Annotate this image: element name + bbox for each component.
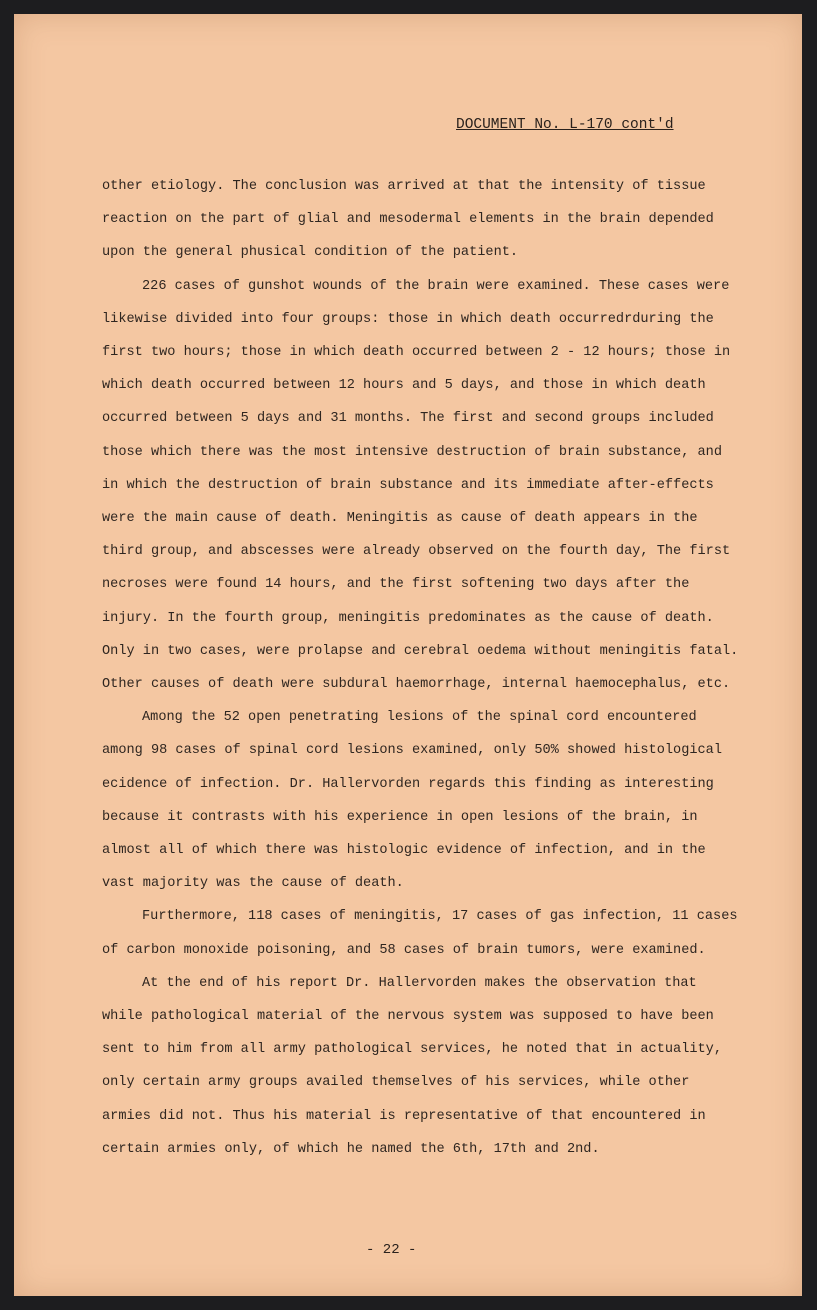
page-number: - 22 - [366, 1242, 417, 1258]
body-text [102, 170, 742, 1166]
paragraph-continuation: other etiology. The conclusion was arrived at that the intensity of tissue reaction on the part of glial and mesodermal elements in the brain depended upon the general phusical condition of the patient. [102, 179, 714, 261]
paragraph-conclusion: At the end of his report Dr. Hallervorden makes the observation that while pathological material of the nervous system was supposed to have been sent to him from all army pathological services, he noted that in actuality, only certain army groups availed themselves of his services, while other armies did not. Thus his material is representative of that encountered in certain armies only, of which he named the 6th, 17th and 2nd. [102, 975, 722, 1157]
document-reference-header: DOCUMENT No. L-170 cont'd [456, 117, 674, 133]
paragraph-other-cases: Furthermore, 118 cases of meningitis, 17 cases of gas infection, 11 cases of carbon monoxide poisoning, and 58 cases of brain tumors, were examined. [102, 909, 738, 958]
paragraph-gunshot-wounds: 226 cases of gunshot wounds of the brain were examined. These cases were likewise divided into four groups: those in which death occurredrduring the first two hours; those in which death occurred between 2 - 12 hours; those in which death occurred between 12 hours and 5 days, and those in which death occurred between 5 days and 31 months. The first and second groups included those which there was the most intensive destruction of brain substance, and in which the destruction of brain substance and its immediate after-effects were the main cause of death. Meningitis as cause of death appears in the third group, and abscesses were already observed on the fourth day, The first necroses were found 14 hours, and the first softening two days after the injury. In the fourth group, meningitis predominates as the cause of death. Only in two cases, were prolapse and cerebral oedema without meningitis fatal. Other causes of death were subdural haemorrhage, internal haemocephalus, etc. [102, 278, 739, 693]
paragraph-spinal-cord: Among the 52 open penetrating lesions of the spinal cord encountered among 98 cases of spinal cord lesions examined, only 50% showed histological ecidence of infection. Dr. Hallervorden regards this finding as interesting because it contrasts with his experience in open lesions of the brain, in almost all of which there was histologic evidence of infection, and in the vast majority was the cause of death. [102, 710, 722, 892]
document-page [14, 14, 802, 1296]
